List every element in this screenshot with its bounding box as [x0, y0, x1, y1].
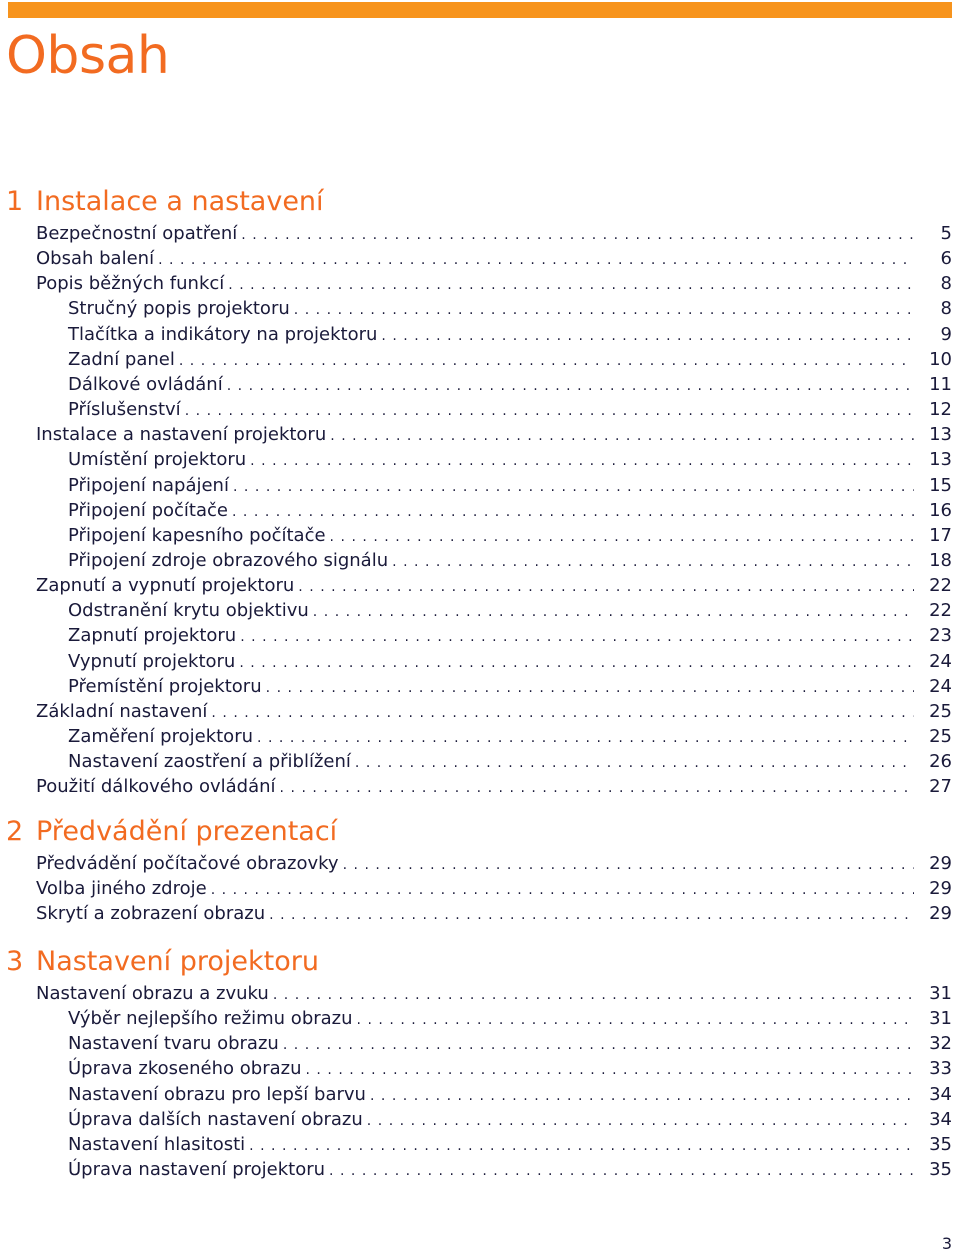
toc-entry-label: Dálkové ovládání [68, 373, 223, 395]
toc-entry-label: Úprava zkoseného obrazu [68, 1058, 302, 1080]
toc-entry-label: Tlačítka a indikátory na projektoru [68, 323, 378, 345]
chapter-heading[interactable] [6, 946, 319, 978]
toc-subentry[interactable] [68, 1157, 952, 1182]
chapter-number: 1 [6, 186, 24, 217]
dot-leader [313, 600, 914, 625]
toc-subentry[interactable] [68, 623, 952, 648]
dot-leader [239, 651, 914, 676]
toc-entry[interactable] [36, 221, 952, 246]
toc-entry-label: Zadní panel [68, 348, 175, 370]
toc-entry-label: Nastavení obrazu pro lepší barvu [68, 1083, 366, 1105]
dot-leader [158, 248, 914, 273]
toc-entry[interactable] [36, 246, 952, 271]
toc-subentry[interactable] [68, 397, 952, 422]
toc-entry-page: 12 [929, 399, 952, 421]
page-number: 3 [941, 1234, 952, 1253]
toc-entry-page: 31 [929, 983, 952, 1004]
toc-subentry[interactable] [68, 1056, 952, 1081]
chapter-title: Nastavení projektoru [36, 946, 319, 977]
dot-leader [355, 751, 914, 776]
toc-entry-page: 24 [929, 675, 952, 697]
dot-leader [211, 701, 914, 726]
toc-entry-page: 18 [929, 549, 952, 571]
toc-entry-page: 33 [929, 1058, 952, 1080]
header-accent-bar [8, 2, 952, 18]
dot-leader [232, 500, 914, 525]
toc-entry-label: Popis běžných funkcí [36, 273, 225, 295]
dot-leader [179, 349, 914, 374]
toc-entry-page: 11 [929, 373, 952, 395]
dot-leader [257, 726, 914, 751]
toc-entry-page: 34 [929, 1108, 952, 1130]
toc-subentry[interactable] [68, 649, 952, 674]
toc-subentry[interactable] [68, 447, 952, 472]
dot-leader [357, 1008, 914, 1033]
dot-leader [298, 575, 914, 600]
toc-entry-page: 22 [929, 575, 952, 597]
toc-entry-label: Odstranění krytu objektivu [68, 600, 309, 622]
toc-subentry[interactable] [68, 523, 952, 548]
dot-leader [329, 1159, 914, 1184]
dot-leader [228, 273, 914, 298]
toc-subentry[interactable] [68, 749, 952, 774]
toc-entry-label: Příslušenství [68, 399, 181, 421]
toc-subentry[interactable] [68, 724, 952, 749]
toc-entry-page: 32 [929, 1033, 952, 1055]
toc-entry-label: Zapnutí projektoru [68, 625, 237, 647]
toc-entry-page: 27 [929, 776, 952, 798]
toc-entry-label: Nastavení obrazu a zvuku [36, 983, 269, 1004]
toc-entry-label: Instalace a nastavení projektoru [36, 424, 327, 446]
toc-subentry[interactable] [68, 296, 952, 321]
toc-entry-page: 31 [929, 1008, 952, 1030]
toc-entry[interactable] [36, 573, 952, 598]
toc-entry-label: Nastavení zaostření a přiblížení [68, 751, 351, 773]
toc-entry[interactable] [36, 271, 952, 296]
toc-entry-page: 22 [929, 600, 952, 622]
dot-leader [280, 776, 914, 801]
toc-entry-page: 23 [929, 625, 952, 647]
dot-leader [250, 449, 914, 474]
toc-entry[interactable] [36, 699, 952, 724]
toc-entry-page: 13 [929, 449, 952, 471]
toc-entry-page: 17 [929, 524, 952, 546]
dot-leader [273, 983, 914, 1008]
toc-entry-label: Nastavení hlasitosti [68, 1133, 246, 1155]
toc-entry-page: 13 [929, 424, 952, 446]
toc-entry-label: Základní nastavení [36, 700, 208, 722]
chapter-heading[interactable] [6, 186, 324, 218]
toc-entry-page: 24 [929, 650, 952, 672]
toc-entry-label: Připojení napájení [68, 474, 229, 496]
dot-leader [233, 475, 914, 500]
toc-entry-page: 16 [929, 499, 952, 521]
dot-leader [283, 1033, 914, 1058]
toc-entry-page: 26 [929, 751, 952, 773]
toc-subentry[interactable] [68, 372, 952, 397]
dot-leader [330, 525, 914, 550]
toc-entry-label: Úprava dalších nastavení obrazu [68, 1108, 363, 1130]
dot-leader [211, 878, 914, 903]
toc-subentry[interactable] [68, 498, 952, 523]
toc-subentry[interactable] [68, 1031, 952, 1056]
chapter-title: Instalace a nastavení [36, 186, 324, 217]
toc-subentry[interactable] [68, 473, 952, 498]
dot-leader [370, 1084, 914, 1109]
dot-leader [343, 853, 914, 878]
toc-entry-page: 35 [929, 1133, 952, 1155]
toc-entry-label: Připojení počítače [68, 499, 228, 521]
toc-entry-page: 34 [929, 1083, 952, 1105]
toc-entry-label: Obsah balení [36, 248, 155, 270]
chapter-heading[interactable] [6, 816, 337, 848]
toc-entry-label: Připojení zdroje obrazového signálu [68, 549, 389, 571]
toc-entry-page: 25 [929, 726, 952, 747]
toc-entry-page: 29 [929, 853, 952, 874]
toc-entry[interactable] [36, 876, 952, 901]
toc-entry-label: Volba jiného zdroje [36, 878, 207, 900]
toc-entry-label: Umístění projektoru [68, 449, 247, 471]
toc-entry-label: Předvádění počítačové obrazovky [36, 853, 339, 874]
dot-leader [392, 550, 914, 575]
toc-subentry[interactable] [68, 1082, 952, 1107]
toc-entry-page: 29 [929, 903, 952, 925]
toc-entry-label: Stručný popis projektoru [68, 298, 290, 320]
dot-leader [227, 374, 914, 399]
toc-entry-label: Nastavení tvaru obrazu [68, 1033, 279, 1055]
toc-entry-label: Vypnutí projektoru [68, 650, 236, 672]
dot-leader [305, 1058, 914, 1083]
dot-leader [185, 399, 914, 424]
toc-entry-page: 5 [940, 223, 952, 244]
dot-leader [240, 625, 914, 650]
toc-subentry[interactable] [68, 322, 952, 347]
toc-entry[interactable] [36, 981, 952, 1006]
toc-entry-label: Skrytí a zobrazení obrazu [36, 903, 266, 925]
dot-leader [381, 324, 914, 349]
toc-entry-page: 25 [929, 700, 952, 722]
dot-leader [294, 298, 914, 323]
toc-subentry[interactable] [68, 1006, 952, 1031]
dot-leader [330, 424, 914, 449]
toc-entry-page: 8 [940, 298, 952, 320]
page-title: Obsah [6, 26, 170, 86]
dot-leader [249, 1134, 914, 1159]
toc-entry-page: 9 [940, 323, 952, 345]
toc-entry-page: 35 [929, 1159, 952, 1181]
toc-subentry[interactable] [68, 674, 952, 699]
toc-entry-label: Výběr nejlepšího režimu obrazu [68, 1008, 353, 1030]
toc-entry-label: Zapnutí a vypnutí projektoru [36, 575, 295, 597]
toc-entry-label: Úprava nastavení projektoru [68, 1159, 326, 1181]
toc-subentry[interactable] [68, 548, 952, 573]
toc-entry[interactable] [36, 422, 952, 447]
toc-subentry[interactable] [68, 347, 952, 372]
dot-leader [241, 223, 914, 248]
toc-entry-page: 6 [940, 248, 952, 270]
dot-leader [367, 1109, 914, 1134]
toc-entry-label: Přemístění projektoru [68, 675, 262, 697]
toc-entry-page: 29 [929, 878, 952, 900]
toc-subentry[interactable] [68, 598, 952, 623]
toc-entry[interactable] [36, 901, 952, 926]
toc-entry-page: 15 [929, 474, 952, 496]
toc-entry-label: Bezpečnostní opatření [36, 223, 238, 244]
dot-leader [269, 903, 914, 928]
toc-entry-page: 8 [940, 273, 952, 295]
chapter-title: Předvádění prezentací [36, 816, 338, 847]
toc-entry-page: 10 [929, 348, 952, 370]
chapter-number: 3 [6, 946, 24, 977]
dot-leader [266, 676, 914, 701]
toc-entry-label: Připojení kapesního počítače [68, 524, 326, 546]
toc-subentry[interactable] [68, 1107, 952, 1132]
chapter-number: 2 [6, 816, 24, 847]
toc-entry[interactable] [36, 774, 952, 799]
toc-entry-label: Zaměření projektoru [68, 726, 254, 747]
toc-entry-label: Použití dálkového ovládání [36, 776, 276, 798]
toc-entry[interactable] [36, 851, 952, 876]
toc-subentry[interactable] [68, 1132, 952, 1157]
